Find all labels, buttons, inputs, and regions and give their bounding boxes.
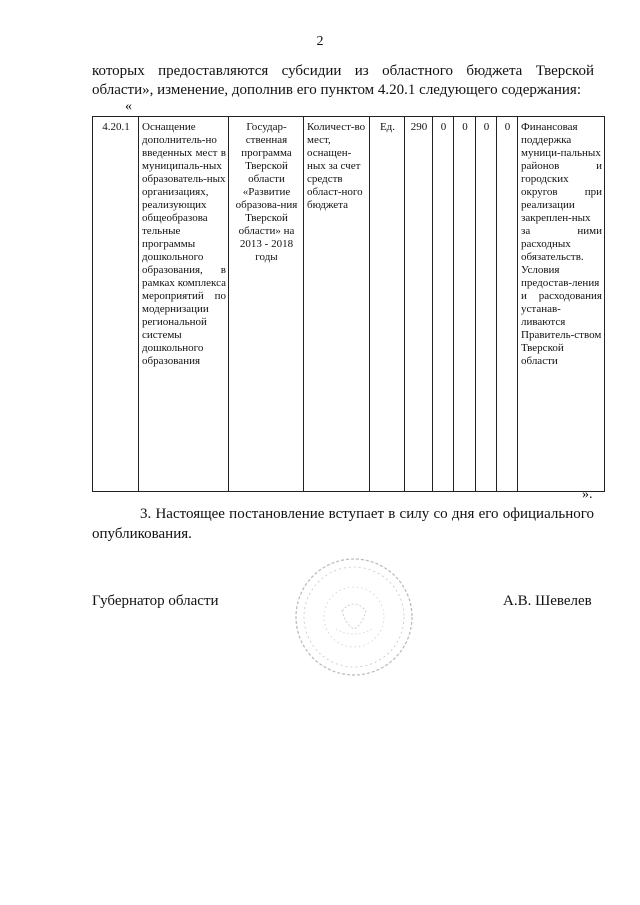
- indicator-cell: Количест-во мест, оснащен-ных за счет средств област-ного бюджета: [304, 117, 370, 492]
- value-cell-5: 0: [497, 117, 518, 492]
- program-cell: Государ-ственная программа Тверской области «Развитие образова-ния Тверской области» на 2013 - 2018 годы: [229, 117, 304, 492]
- value-cell-3: 0: [454, 117, 476, 492]
- value-cell-1: 290: [405, 117, 433, 492]
- item-number-cell: 4.20.1: [93, 117, 139, 492]
- intro-line-1: которых предоставляются субсидии из областного бюджета Тверской: [92, 63, 594, 79]
- note-cell: Финансовая поддержка муници-пальных районов и городских округов при реализации закреплен-ных за ними расходных обязательств. Условия предостав-ления и расходования устанав-ливаются Правитель-ством Тверской области: [518, 117, 605, 492]
- signatory-title: Губернатор области: [92, 593, 219, 609]
- intro-paragraph: [92, 62, 594, 100]
- closing-quote: ».: [582, 487, 593, 502]
- value-cell-4: 0: [476, 117, 497, 492]
- table-row: [93, 117, 605, 492]
- opening-quote: «: [125, 99, 132, 114]
- official-seal-icon: [292, 555, 416, 679]
- intro-line-2: области», изменение, дополнив его пунктом 4.20.1 следующего содержания:: [92, 82, 581, 98]
- item-name-cell: Оснащение дополнитель-но введенных мест в муниципаль-ных образователь-ных организациях, реализующих общеобразова тельные программы дошкольного образования, в рамках комплекса мероприятий по модернизации региональной системы дошкольного образования: [139, 117, 229, 492]
- unit-cell: Ед.: [370, 117, 405, 492]
- page-number: 2: [316, 34, 324, 49]
- clause-3: 3. Настоящее постановление вступает в силу со дня его официального опубликования.: [92, 506, 594, 542]
- signatory-name: А.В. Шевелев: [503, 593, 592, 609]
- value-cell-2: 0: [433, 117, 454, 492]
- amendment-table: [92, 116, 605, 492]
